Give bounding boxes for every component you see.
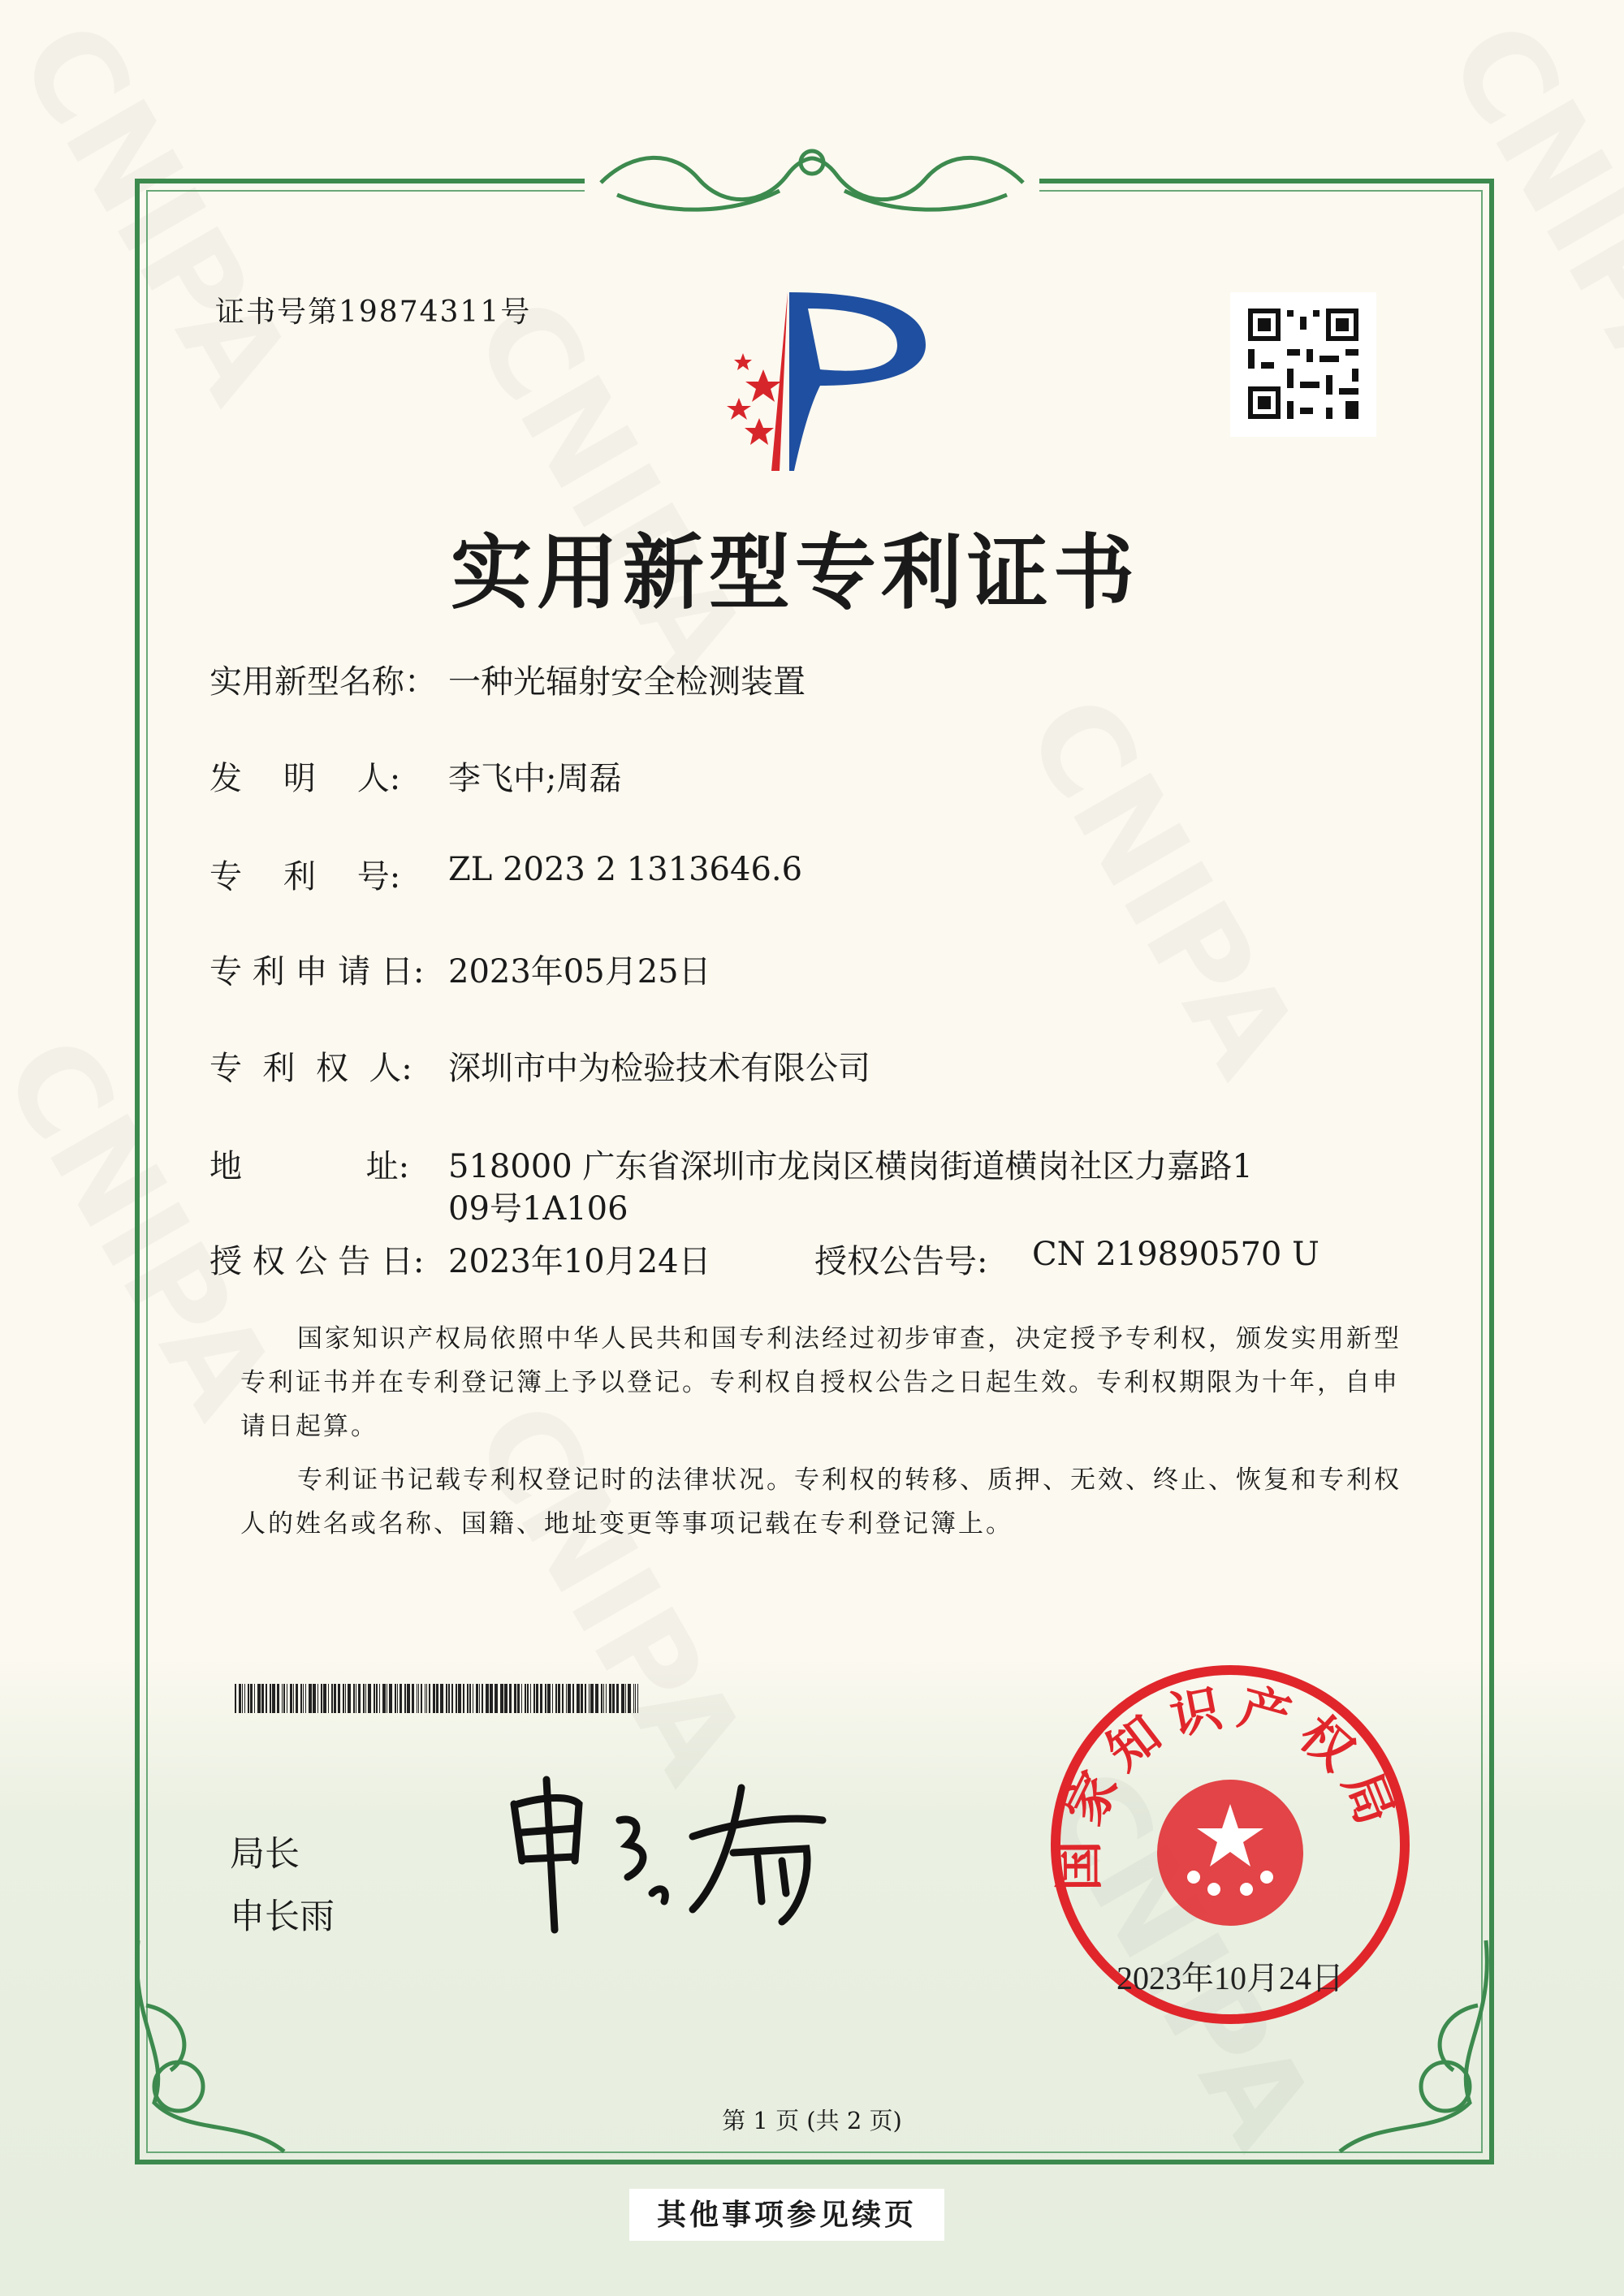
field-value-name: 一种光辐射安全检测装置 <box>448 663 806 701</box>
page-indicator: 第 1 页 (共 2 页) <box>722 2107 902 2134</box>
seal-date: 2023年10月24日 <box>1116 1960 1344 1996</box>
statement-paragraph: 国家知识产权局依照中华人民共和国专利法经过初步审查，决定授予专利权，颁发实用新型专利证书并在专利登记簿上予以登记。专利权自授权公告之日起生效。专利权期限为十年，自申请日起算。 <box>240 1324 1402 1441</box>
cnipa-logo-icon <box>698 288 934 475</box>
certificate-number: 证书号第19874311号 <box>215 296 532 329</box>
signature-icon <box>498 1772 839 1934</box>
field-label-filing-date: 专 利 申 请 日: <box>209 953 425 990</box>
page-title: 实用新型专利证书 <box>451 524 1139 620</box>
field-label-patent-number: 专 利 号: <box>209 858 401 896</box>
continuation-note: 其他事项参见续页 <box>629 2189 944 2241</box>
field-value-patent-number: ZL 2023 2 1313646.6 <box>448 851 803 888</box>
ornament-top-icon <box>585 134 1039 223</box>
field-label-announcement-number: 授权公告号: <box>814 1243 988 1280</box>
field-label-name: 实用新型名称： <box>209 663 437 701</box>
field-value-grant-date: 2023年10月24日 <box>448 1243 711 1280</box>
field-label-inventor: 发 明 人: <box>209 760 401 797</box>
barcode-icon <box>235 1684 645 1713</box>
signatory-position: 局长 <box>230 1834 300 1875</box>
signatory-name: 申长雨 <box>230 1897 335 1937</box>
statement-paragraph: 专利证书记载专利权登记时的法律状况。专利权的转移、质押、无效、终止、恢复和专利权人的姓名或名称、国籍、地址变更等事项记载在专利登记簿上。 <box>240 1465 1402 1539</box>
seal-text: 国家知识产权局 <box>1048 1676 1410 1892</box>
field-value-announcement-number: CN 219890570 U <box>1032 1236 1320 1273</box>
field-value-filing-date: 2023年05月25日 <box>448 953 711 990</box>
field-label-grant-date: 授 权 公 告 日: <box>209 1243 425 1280</box>
field-value-address-line2: 09号1A106 <box>448 1190 628 1228</box>
field-value-inventor: 李飞中;周磊 <box>448 760 622 797</box>
field-label-patentee: 专 利 权 人: <box>209 1050 412 1087</box>
qr-code[interactable] <box>1230 292 1376 437</box>
field-label-address: 地 址: <box>209 1148 410 1185</box>
field-value-patentee: 深圳市中为检验技术有限公司 <box>448 1050 870 1087</box>
qr-code-icon <box>1230 292 1376 437</box>
statement-text <box>240 1317 1419 1546</box>
field-value-address: 518000 广东省深圳市龙岗区横岗街道横岗社区力嘉路1 <box>448 1148 1253 1185</box>
